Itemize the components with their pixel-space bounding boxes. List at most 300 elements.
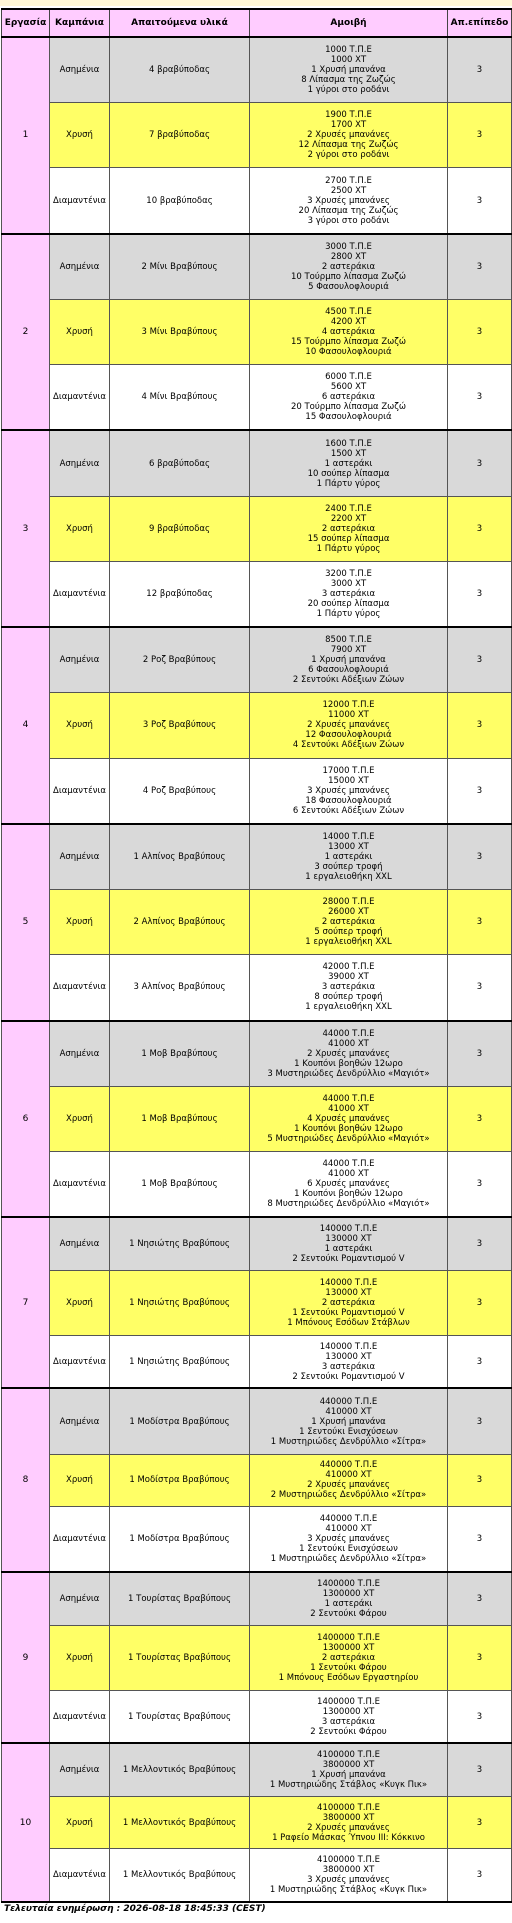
task-number: 4 xyxy=(2,627,50,824)
level-cell: 3 xyxy=(448,627,512,693)
table-row xyxy=(2,496,512,561)
reward-line: 12 Φασουλοφλουριά xyxy=(305,730,392,741)
reward-line: 130000 ΧΤ xyxy=(325,1233,372,1244)
reward-line: 15 Φασουλοφλουριά xyxy=(305,412,392,423)
level-cell: 3 xyxy=(448,1270,512,1335)
reward-line: 41000 ΧΤ xyxy=(328,1038,369,1049)
campaign-cell: Χρυσή xyxy=(50,1454,110,1506)
campaign-cell: Χρυσή xyxy=(50,103,110,168)
table-row xyxy=(2,1507,512,1573)
reward-line: 3800000 ΧΤ xyxy=(322,1812,375,1823)
reward-cell xyxy=(250,1454,448,1506)
reward-line: 2 Χρυσές μπανάνες xyxy=(307,1480,390,1491)
reward-line: 1400000 Τ.Π.Ε xyxy=(317,1632,380,1643)
reward-line: 3 αστεράκια xyxy=(321,1361,376,1372)
reward-cell xyxy=(250,1388,448,1454)
reward-line: 3 Χρυσές μπανάνες xyxy=(307,195,390,206)
tasks-table xyxy=(1,8,512,1903)
reward-line: 6 αστεράκια xyxy=(321,392,376,403)
campaign-cell: Ασημένια xyxy=(50,1743,110,1796)
reward-line: 8 σούπερ τροφή xyxy=(314,992,383,1003)
campaign-cell: Ασημένια xyxy=(50,234,110,300)
reward-line: 3000 Τ.Π.Ε xyxy=(325,241,372,252)
reward-cell xyxy=(250,1507,448,1573)
task-number: 8 xyxy=(2,1388,50,1572)
reward-cell xyxy=(250,1743,448,1796)
reward-line: 10 Τούρμπο λίπασμα Ζωζώ xyxy=(290,271,407,282)
reward-line: 6 Χρυσές μπανάνες xyxy=(307,1179,390,1190)
reward-line: 1 Σεντούκι Ενισχύσεων xyxy=(299,1544,398,1555)
reward-line: 1 αστεράκι xyxy=(324,1599,373,1610)
reward-line: 3 γύροι στο ροδάνι xyxy=(307,215,390,226)
reward-line: 1 Χρυσή μπανάνα xyxy=(311,655,386,666)
reward-line: 1400000 Τ.Π.Ε xyxy=(317,1696,380,1707)
reward-line: 28000 Τ.Π.Ε xyxy=(322,897,375,908)
level-cell: 3 xyxy=(448,1572,512,1625)
campaign-cell: Ασημένια xyxy=(50,1217,110,1270)
reward-line: 20 σούπερ λίπασμα xyxy=(307,598,390,609)
materials-cell: 4 Ροζ Βραβύπους xyxy=(110,758,250,824)
task-number: 3 xyxy=(2,430,50,627)
reward-line: 39000 ΧΤ xyxy=(328,972,369,983)
table-row xyxy=(2,1021,512,1087)
reward-line: 2 Χρυσές μπανάνες xyxy=(307,1822,390,1833)
reward-line: 2 Σεντούκι Φάρου xyxy=(310,1726,387,1737)
reward-line: 1 Πάρτυ γύρος xyxy=(316,608,381,619)
reward-line: 20 Τούρμπο λίπασμα Ζωζώ xyxy=(290,402,407,413)
reward-line: 1 Χρυσή μπανάνα xyxy=(311,1416,386,1427)
reward-line: 10 Φασουλοφλουριά xyxy=(305,347,392,358)
table-row xyxy=(2,758,512,824)
materials-cell: 1 Τουρίστας Βραβύπους xyxy=(110,1625,250,1690)
campaign-cell: Χρυσή xyxy=(50,890,110,955)
reward-line: 12 Λίπασμα της Ζωζώς xyxy=(298,140,399,151)
reward-line: 2400 Τ.Π.Ε xyxy=(325,503,372,514)
task-number: 9 xyxy=(2,1572,50,1743)
reward-line: 410000 ΧΤ xyxy=(325,1406,372,1417)
level-cell: 3 xyxy=(448,1388,512,1454)
reward-cell xyxy=(250,561,448,627)
reward-line: 3 Μυστηριώδες Δενδρύλλιο «Μαγιότ» xyxy=(267,1068,430,1079)
level-cell: 3 xyxy=(448,168,512,234)
reward-line: 2200 ΧΤ xyxy=(330,513,367,524)
reward-line: 11000 ΧΤ xyxy=(328,710,369,721)
table-header-row xyxy=(2,9,512,37)
materials-cell: 1 Μοδίστρα Βραβύπους xyxy=(110,1454,250,1506)
table-row xyxy=(2,1151,512,1217)
reward-cell xyxy=(250,1151,448,1217)
reward-line: 2800 ΧΤ xyxy=(330,251,367,262)
reward-line: 15 Τούρμπο λίπασμα Ζωζώ xyxy=(290,337,407,348)
reward-line: 17000 Τ.Π.Ε xyxy=(322,765,375,776)
table-row xyxy=(2,1625,512,1690)
reward-line: 130000 ΧΤ xyxy=(325,1287,372,1298)
reward-line: 440000 Τ.Π.Ε xyxy=(319,1460,378,1471)
reward-cell xyxy=(250,1690,448,1743)
reward-line: 4 αστεράκια xyxy=(321,327,376,338)
reward-line: 2 γύροι στο ροδάνι xyxy=(307,150,390,161)
reward-line: 2 Σεντούκι Φάρου xyxy=(310,1609,387,1620)
reward-line: 1 εργαλειοθήκη XXL xyxy=(305,1002,392,1013)
reward-line: 5600 ΧΤ xyxy=(330,382,367,393)
table-row xyxy=(2,299,512,364)
table-row xyxy=(2,955,512,1021)
reward-cell xyxy=(250,758,448,824)
table-row xyxy=(2,168,512,234)
reward-line: 1 αστεράκι xyxy=(324,851,373,862)
table-row xyxy=(2,1454,512,1506)
header-campaign: Καμπάνια xyxy=(50,9,110,37)
reward-line: 2 αστεράκια xyxy=(321,261,376,272)
reward-line: 1 Χρυσή μπανάνα xyxy=(311,65,386,76)
reward-line: 1 Μυστηριώδης Στάβλος «Κυγκ Πικ» xyxy=(269,1885,428,1896)
reward-line: 1 Σεντούκι Ρομαντισμού V xyxy=(292,1307,405,1318)
reward-line: 6 Φασουλοφλουριά xyxy=(308,665,389,676)
reward-line: 6 Σεντούκι Αδέξιων Ζώων xyxy=(292,805,405,816)
reward-line: 44000 Τ.Π.Ε xyxy=(322,1093,375,1104)
reward-line: 130000 ΧΤ xyxy=(325,1351,372,1362)
reward-line: 2 Σεντούκι Ρομαντισμού V xyxy=(292,1253,405,1264)
reward-line: 14000 Τ.Π.Ε xyxy=(322,831,375,842)
reward-line: 2 Χρυσές μπανάνες xyxy=(307,1048,390,1059)
materials-cell: 6 βραβύποδας xyxy=(110,430,250,496)
reward-line: 7900 ΧΤ xyxy=(330,645,367,656)
materials-cell: 1 Μοβ Βραβύπους xyxy=(110,1151,250,1217)
table-row xyxy=(2,103,512,168)
reward-line: 1 Μυστηριώδες Δενδρύλλιο «Σίτρα» xyxy=(270,1436,427,1447)
reward-line: 1500 ΧΤ xyxy=(330,448,367,459)
materials-cell: 2 Αλπίνος Βραβύπους xyxy=(110,890,250,955)
campaign-cell: Διαμαντένια xyxy=(50,561,110,627)
reward-cell xyxy=(250,693,448,758)
level-cell: 3 xyxy=(448,365,512,431)
materials-cell: 2 Ροζ Βραβύπους xyxy=(110,627,250,693)
reward-cell xyxy=(250,430,448,496)
materials-cell: 1 Μοβ Βραβύπους xyxy=(110,1086,250,1151)
reward-line: 1 Σεντούκι Φάρου xyxy=(310,1662,387,1673)
table-row xyxy=(2,1796,512,1848)
level-cell: 3 xyxy=(448,1217,512,1270)
reward-line: 3 αστεράκια xyxy=(321,982,376,993)
reward-line: 140000 Τ.Π.Ε xyxy=(319,1341,378,1352)
reward-line: 3 Χρυσές μπανάνες xyxy=(307,1534,390,1545)
materials-cell: 1 Μελλοντικός Βραβύπους xyxy=(110,1743,250,1796)
reward-line: 3 αστεράκια xyxy=(321,588,376,599)
reward-line: 13000 ΧΤ xyxy=(328,841,369,852)
reward-line: 4 Χρυσές μπανάνες xyxy=(307,1113,390,1124)
reward-cell xyxy=(250,1021,448,1087)
level-cell: 3 xyxy=(448,234,512,300)
reward-line: 41000 ΧΤ xyxy=(328,1103,369,1114)
campaign-cell: Διαμαντένια xyxy=(50,1335,110,1388)
campaign-cell: Χρυσή xyxy=(50,1796,110,1848)
table-row xyxy=(2,1849,512,1902)
reward-line: 3 αστεράκια xyxy=(321,1716,376,1727)
reward-line: 4 Σεντούκι Αδέξιων Ζώων xyxy=(292,740,405,751)
level-cell: 3 xyxy=(448,1335,512,1388)
reward-line: 1 Μπόνους Εσόδων Στάβλων xyxy=(287,1317,410,1328)
reward-cell xyxy=(250,890,448,955)
reward-line: 1400000 Τ.Π.Ε xyxy=(317,1579,380,1590)
reward-line: 410000 ΧΤ xyxy=(325,1524,372,1535)
reward-cell xyxy=(250,1086,448,1151)
reward-cell xyxy=(250,824,448,890)
reward-line: 4100000 Τ.Π.Ε xyxy=(317,1855,380,1866)
level-cell: 3 xyxy=(448,1690,512,1743)
materials-cell: 3 Αλπίνος Βραβύπους xyxy=(110,955,250,1021)
materials-cell: 1 Νησιώτης Βραβύπους xyxy=(110,1270,250,1335)
campaign-cell: Διαμαντένια xyxy=(50,758,110,824)
reward-line: 4200 ΧΤ xyxy=(330,317,367,328)
reward-line: 1000 ΧΤ xyxy=(330,55,367,66)
table-row xyxy=(2,37,512,103)
reward-line: 15 σούπερ λίπασμα xyxy=(307,533,390,544)
campaign-cell: Διαμαντένια xyxy=(50,1690,110,1743)
table-row xyxy=(2,1217,512,1270)
campaign-cell: Ασημένια xyxy=(50,430,110,496)
materials-cell: 3 Μίνι Βραβύπους xyxy=(110,299,250,364)
reward-line: 2 Σεντούκι Αδέξιων Ζώων xyxy=(292,675,405,686)
campaign-cell: Χρυσή xyxy=(50,496,110,561)
level-cell: 3 xyxy=(448,496,512,561)
reward-line: 1600 Τ.Π.Ε xyxy=(325,438,372,449)
materials-cell: 3 Ροζ Βραβύπους xyxy=(110,693,250,758)
table-body xyxy=(2,37,512,1902)
reward-cell xyxy=(250,1796,448,1848)
reward-line: 15000 ΧΤ xyxy=(328,775,369,786)
reward-line: 8 Μυστηριώδες Δενδρύλλιο «Μαγιότ» xyxy=(267,1199,430,1210)
level-cell: 3 xyxy=(448,890,512,955)
reward-line: 410000 ΧΤ xyxy=(325,1470,372,1481)
materials-cell: 1 Νησιώτης Βραβύπους xyxy=(110,1335,250,1388)
task-number: 5 xyxy=(2,824,50,1021)
level-cell: 3 xyxy=(448,693,512,758)
materials-cell: 1 Μοβ Βραβύπους xyxy=(110,1021,250,1087)
reward-line: 1 εργαλειοθήκη XXL xyxy=(305,871,392,882)
level-cell: 3 xyxy=(448,430,512,496)
header-level: Απ.επίπεδο xyxy=(448,9,512,37)
task-number: 2 xyxy=(2,234,50,431)
materials-cell: 1 Μοδίστρα Βραβύπους xyxy=(110,1388,250,1454)
reward-cell xyxy=(250,955,448,1021)
reward-cell xyxy=(250,1335,448,1388)
reward-line: 140000 Τ.Π.Ε xyxy=(319,1277,378,1288)
level-cell: 3 xyxy=(448,1625,512,1690)
reward-cell xyxy=(250,1217,448,1270)
table-row xyxy=(2,1270,512,1335)
reward-line: 8 Λίπασμα της Ζωζώς xyxy=(301,75,396,86)
reward-line: 3200 Τ.Π.Ε xyxy=(325,568,372,579)
level-cell: 3 xyxy=(448,1796,512,1848)
header-task: Εργασία xyxy=(2,9,50,37)
reward-line: 2 Μυστηριώδες Δενδρύλλιο «Σίτρα» xyxy=(270,1490,427,1501)
reward-line: 3800000 ΧΤ xyxy=(322,1760,375,1771)
reward-cell xyxy=(250,37,448,103)
reward-line: 1 εργαλειοθήκη XXL xyxy=(305,937,392,948)
task-number: 7 xyxy=(2,1217,50,1388)
reward-line: 42000 Τ.Π.Ε xyxy=(322,962,375,973)
reward-line: 2 Σεντούκι Ρομαντισμού V xyxy=(292,1371,405,1382)
materials-cell: 4 Μίνι Βραβύπους xyxy=(110,365,250,431)
materials-cell: 2 Μίνι Βραβύπους xyxy=(110,234,250,300)
reward-line: 5 Φασουλοφλουριά xyxy=(308,281,389,292)
reward-line: 1300000 ΧΤ xyxy=(322,1589,375,1600)
reward-line: 6000 Τ.Π.Ε xyxy=(325,372,372,383)
reward-line: 1 Κουπόνι βοηθών 12ωρο xyxy=(294,1058,403,1069)
materials-cell: 4 βραβύποδας xyxy=(110,37,250,103)
materials-cell: 1 Νησιώτης Βραβύπους xyxy=(110,1217,250,1270)
campaign-cell: Ασημένια xyxy=(50,824,110,890)
level-cell: 3 xyxy=(448,561,512,627)
reward-line: 2 αστεράκια xyxy=(321,1297,376,1308)
reward-line: 140000 Τ.Π.Ε xyxy=(319,1223,378,1234)
campaign-cell: Ασημένια xyxy=(50,37,110,103)
reward-line: 1700 ΧΤ xyxy=(330,120,367,131)
reward-line: 2700 Τ.Π.Ε xyxy=(325,175,372,186)
reward-line: 12000 Τ.Π.Ε xyxy=(322,700,375,711)
reward-line: 2 αστεράκια xyxy=(321,523,376,534)
table-row xyxy=(2,1335,512,1388)
reward-line: 1 Χρυσή μπανάνα xyxy=(311,1770,386,1781)
level-cell: 3 xyxy=(448,37,512,103)
reward-line: 1 Πάρτυ γύρος xyxy=(316,543,381,554)
top-strip xyxy=(0,0,512,6)
materials-cell: 9 βραβύποδας xyxy=(110,496,250,561)
campaign-cell: Διαμαντένια xyxy=(50,1849,110,1902)
campaign-cell: Χρυσή xyxy=(50,693,110,758)
task-number: 10 xyxy=(2,1743,50,1902)
reward-line: 18 Φασουλοφλουριά xyxy=(305,795,392,806)
table-row xyxy=(2,890,512,955)
reward-line: 1300000 ΧΤ xyxy=(322,1706,375,1717)
reward-line: 4100000 Τ.Π.Ε xyxy=(317,1802,380,1813)
reward-cell xyxy=(250,1849,448,1902)
table-row xyxy=(2,1086,512,1151)
table-row xyxy=(2,365,512,431)
header-materials: Απαιτούμενα υλικά xyxy=(110,9,250,37)
level-cell: 3 xyxy=(448,1507,512,1573)
reward-line: 3000 ΧΤ xyxy=(330,578,367,589)
reward-line: 1 Μπόνους Εσόδων Εργαστηρίου xyxy=(278,1672,419,1683)
reward-line: 44000 Τ.Π.Ε xyxy=(322,1159,375,1170)
level-cell: 3 xyxy=(448,1086,512,1151)
table-row xyxy=(2,234,512,300)
level-cell: 3 xyxy=(448,1849,512,1902)
reward-line: 1 αστεράκι xyxy=(324,1243,373,1254)
materials-cell: 1 Μελλοντικός Βραβύπους xyxy=(110,1849,250,1902)
campaign-cell: Ασημένια xyxy=(50,1021,110,1087)
reward-line: 1 αστεράκι xyxy=(324,458,373,469)
reward-line: 440000 Τ.Π.Ε xyxy=(319,1396,378,1407)
level-cell: 3 xyxy=(448,1743,512,1796)
reward-line: 3800000 ΧΤ xyxy=(322,1865,375,1876)
campaign-cell: Χρυσή xyxy=(50,1086,110,1151)
reward-line: 2 Χρυσές μπανάνες xyxy=(307,130,390,141)
reward-cell xyxy=(250,234,448,300)
campaign-cell: Διαμαντένια xyxy=(50,1507,110,1573)
campaign-cell: Διαμαντένια xyxy=(50,365,110,431)
table-row xyxy=(2,1743,512,1796)
level-cell: 3 xyxy=(448,758,512,824)
reward-line: 26000 ΧΤ xyxy=(328,907,369,918)
table-row xyxy=(2,627,512,693)
table-row xyxy=(2,693,512,758)
reward-line: 44000 Τ.Π.Ε xyxy=(322,1028,375,1039)
reward-line: 3 Χρυσές μπανάνες xyxy=(307,785,390,796)
campaign-cell: Ασημένια xyxy=(50,1388,110,1454)
table-row xyxy=(2,561,512,627)
table-row xyxy=(2,824,512,890)
task-number: 6 xyxy=(2,1021,50,1218)
table-row xyxy=(2,1690,512,1743)
level-cell: 3 xyxy=(448,1151,512,1217)
reward-cell xyxy=(250,496,448,561)
level-cell: 3 xyxy=(448,1021,512,1087)
reward-line: 2 Χρυσές μπανάνες xyxy=(307,720,390,731)
materials-cell: 1 Μελλοντικός Βραβύπους xyxy=(110,1796,250,1848)
materials-cell: 1 Τουρίστας Βραβύπους xyxy=(110,1690,250,1743)
reward-cell xyxy=(250,1270,448,1335)
header-reward: Αμοιβή xyxy=(250,9,448,37)
reward-line: 2 αστεράκια xyxy=(321,1652,376,1663)
table-row xyxy=(2,1572,512,1625)
reward-line: 1 Πάρτυ γύρος xyxy=(316,478,381,489)
level-cell: 3 xyxy=(448,955,512,1021)
materials-cell: 12 βραβύποδας xyxy=(110,561,250,627)
level-cell: 3 xyxy=(448,824,512,890)
reward-cell xyxy=(250,365,448,431)
reward-line: 1300000 ΧΤ xyxy=(322,1642,375,1653)
reward-line: 10 σούπερ λίπασμα xyxy=(307,468,390,479)
materials-cell: 7 βραβύποδας xyxy=(110,103,250,168)
reward-line: 3 Χρυσές μπανάνες xyxy=(307,1875,390,1886)
materials-cell: 1 Τουρίστας Βραβύπους xyxy=(110,1572,250,1625)
reward-line: 1 Ραφείο Μάσκας Ύπνου III: Κόκκινο xyxy=(272,1832,425,1843)
campaign-cell: Χρυσή xyxy=(50,299,110,364)
level-cell: 3 xyxy=(448,1454,512,1506)
reward-line: 3 σούπερ τροφή xyxy=(314,861,383,872)
reward-line: 1 Μυστηριώδες Δενδρύλλιο «Σίτρα» xyxy=(270,1554,427,1565)
table-row xyxy=(2,1388,512,1454)
reward-line: 2500 ΧΤ xyxy=(330,185,367,196)
table-row xyxy=(2,430,512,496)
campaign-cell: Χρυσή xyxy=(50,1270,110,1335)
reward-line: 1000 Τ.Π.Ε xyxy=(325,45,372,56)
campaign-cell: Ασημένια xyxy=(50,1572,110,1625)
reward-cell xyxy=(250,168,448,234)
task-number: 1 xyxy=(2,37,50,234)
reward-line: 41000 ΧΤ xyxy=(328,1169,369,1180)
reward-line: 1 Σεντούκι Ενισχύσεων xyxy=(299,1426,398,1437)
reward-cell xyxy=(250,103,448,168)
reward-cell xyxy=(250,299,448,364)
level-cell: 3 xyxy=(448,103,512,168)
reward-line: 20 Λίπασμα της Ζωζώς xyxy=(298,205,399,216)
materials-cell: 1 Μοδίστρα Βραβύπους xyxy=(110,1507,250,1573)
campaign-cell: Διαμαντένια xyxy=(50,168,110,234)
reward-line: 4500 Τ.Π.Ε xyxy=(325,307,372,318)
reward-cell xyxy=(250,627,448,693)
campaign-cell: Διαμαντένια xyxy=(50,1151,110,1217)
reward-line: 5 Μυστηριώδες Δενδρύλλιο «Μαγιότ» xyxy=(267,1133,430,1144)
campaign-cell: Χρυσή xyxy=(50,1625,110,1690)
reward-cell xyxy=(250,1572,448,1625)
materials-cell: 1 Αλπίνος Βραβύπους xyxy=(110,824,250,890)
reward-line: 2 αστεράκια xyxy=(321,917,376,928)
reward-line: 440000 Τ.Π.Ε xyxy=(319,1514,378,1525)
last-updated: Τελευταία ενημέρωση : 2026-08-18 18:45:33 (CEST) xyxy=(4,1904,266,1914)
reward-line: 1 Μυστηριώδης Στάβλος «Κυγκ Πικ» xyxy=(269,1780,428,1791)
